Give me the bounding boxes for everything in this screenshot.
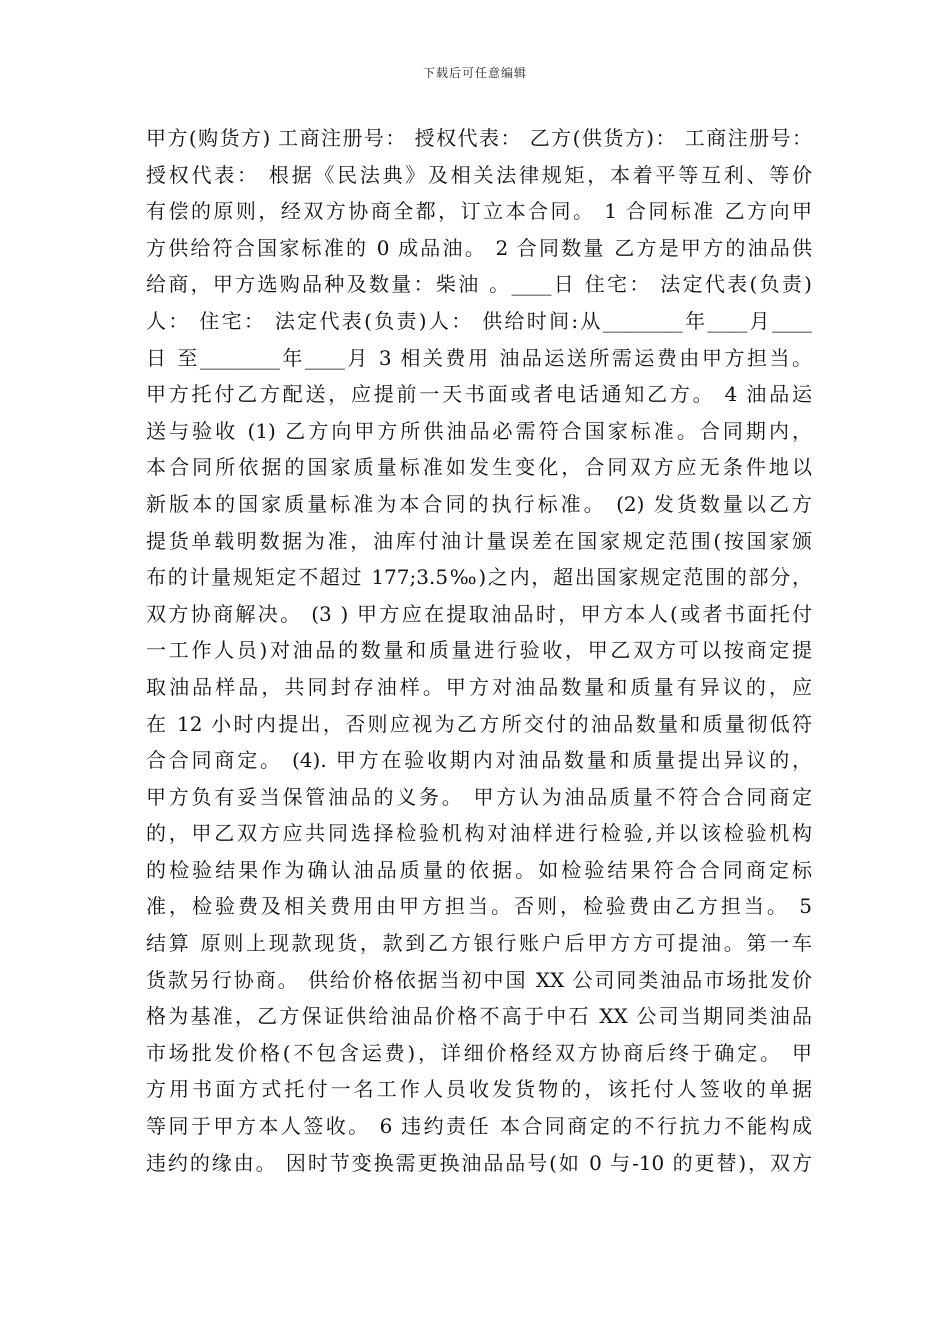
text-line: 甲方负有妥当保管油品的义务。 甲方认为油品质量不符合合同商定 — [146, 784, 812, 809]
text-line: 送与验收 (1) 乙方向甲方所供油品必需符合国家标准。合同期内， — [146, 418, 812, 443]
text-line: 方供给符合国家标准的 0 成品油。 2 合同数量 乙方是甲方的油品供 — [146, 235, 812, 260]
text-line: 结算 原则上现款现货，款到乙方银行账户后甲方方可提油。第一车 — [146, 931, 812, 956]
text-line: 双方协商解决。 (3 ) 甲方应在提取油品时，甲方本人(或者书面托付 — [146, 601, 812, 626]
contract-body — [146, 120, 812, 1181]
text-line: 取油品样品，共同封存油样。甲方对油品数量和质量有异议的，应 — [146, 674, 812, 699]
text-line: 本合同所依据的国家质量标准如发生变化，合同双方应无条件地以 — [146, 455, 812, 480]
text-line: 货款另行协商。 供给价格依据当初中国 XX 公司同类油品市场批发价 — [146, 967, 812, 992]
text-line: 给商，甲方选购品种及数量：柴油 。____日 住宅： 法定代表(负责) — [146, 272, 812, 297]
text-line: 授权代表： 根据《民法典》及相关法律规矩，本着平等互利、等价 — [146, 162, 812, 187]
page-header-note: 下载后可任意编辑 — [422, 66, 527, 80]
text-line: 市场批发价格(不包含运费)，详细价格经双方协商后终于确定。 甲 — [146, 1040, 812, 1065]
text-line: 的，甲乙双方应共同选择检验机构对油样进行检验,并以该检验机构 — [146, 821, 812, 846]
text-line: 等同于甲方本人签收。 6 违约责任 本合同商定的不行抗力不能构成 — [146, 1114, 812, 1139]
text-line: 甲方(购货方) 工商注册号： 授权代表： 乙方(供货方)： 工商注册号： — [146, 126, 812, 150]
text-line: 布的计量规矩定不超过 177;3.5‰)之内，超出国家规定范围的部分， — [146, 565, 812, 590]
text-line: 人： 住宅： 法定代表(负责)人： 供给时间:从________年____月____ — [146, 308, 812, 333]
text-line: 有偿的原则，经双方协商全都，订立本合同。 1 合同标准 乙方向甲 — [146, 199, 812, 224]
text-line: 提货单载明数据为准，油库付油计量误差在国家规定范围(按国家颁 — [146, 528, 812, 553]
text-line: 准，检验费及相关费用由甲方担当。否则，检验费由乙方担当。 5 — [146, 894, 812, 919]
text-line: 甲方托付乙方配送，应提前一天书面或者电话通知乙方。 4 油品运 — [146, 382, 812, 407]
text-line: 合合同商定。 (4). 甲方在验收期内对油品数量和质量提出异议的， — [146, 748, 812, 773]
text-line: 方用书面方式托付一名工作人员收发货物的，该托付人签收的单据 — [146, 1077, 812, 1102]
text-line: 的检验结果作为确认油品质量的依据。如检验结果符合合同商定标 — [146, 857, 812, 882]
text-line: 违约的缘由。 因时节变换需更换油品品号(如 0 与-10 的更替)，双方 — [146, 1150, 812, 1175]
text-line: 格为基准，乙方保证供给油品价格不高于中石 XX 公司当期同类油品 — [146, 1004, 812, 1029]
text-line: 一工作人员)对油品的数量和质量进行验收，甲乙双方可以按商定提 — [146, 638, 812, 663]
text-line: 新版本的国家质量标准为本合同的执行标准。 (2) 发货数量以乙方 — [146, 491, 812, 516]
text-line: 日 至________年____月 3 相关费用 油品运送所需运费由甲方担当。 — [146, 345, 812, 370]
text-line: 在 12 小时内提出，否则应视为乙方所交付的油品数量和质量彻低符 — [146, 711, 812, 736]
